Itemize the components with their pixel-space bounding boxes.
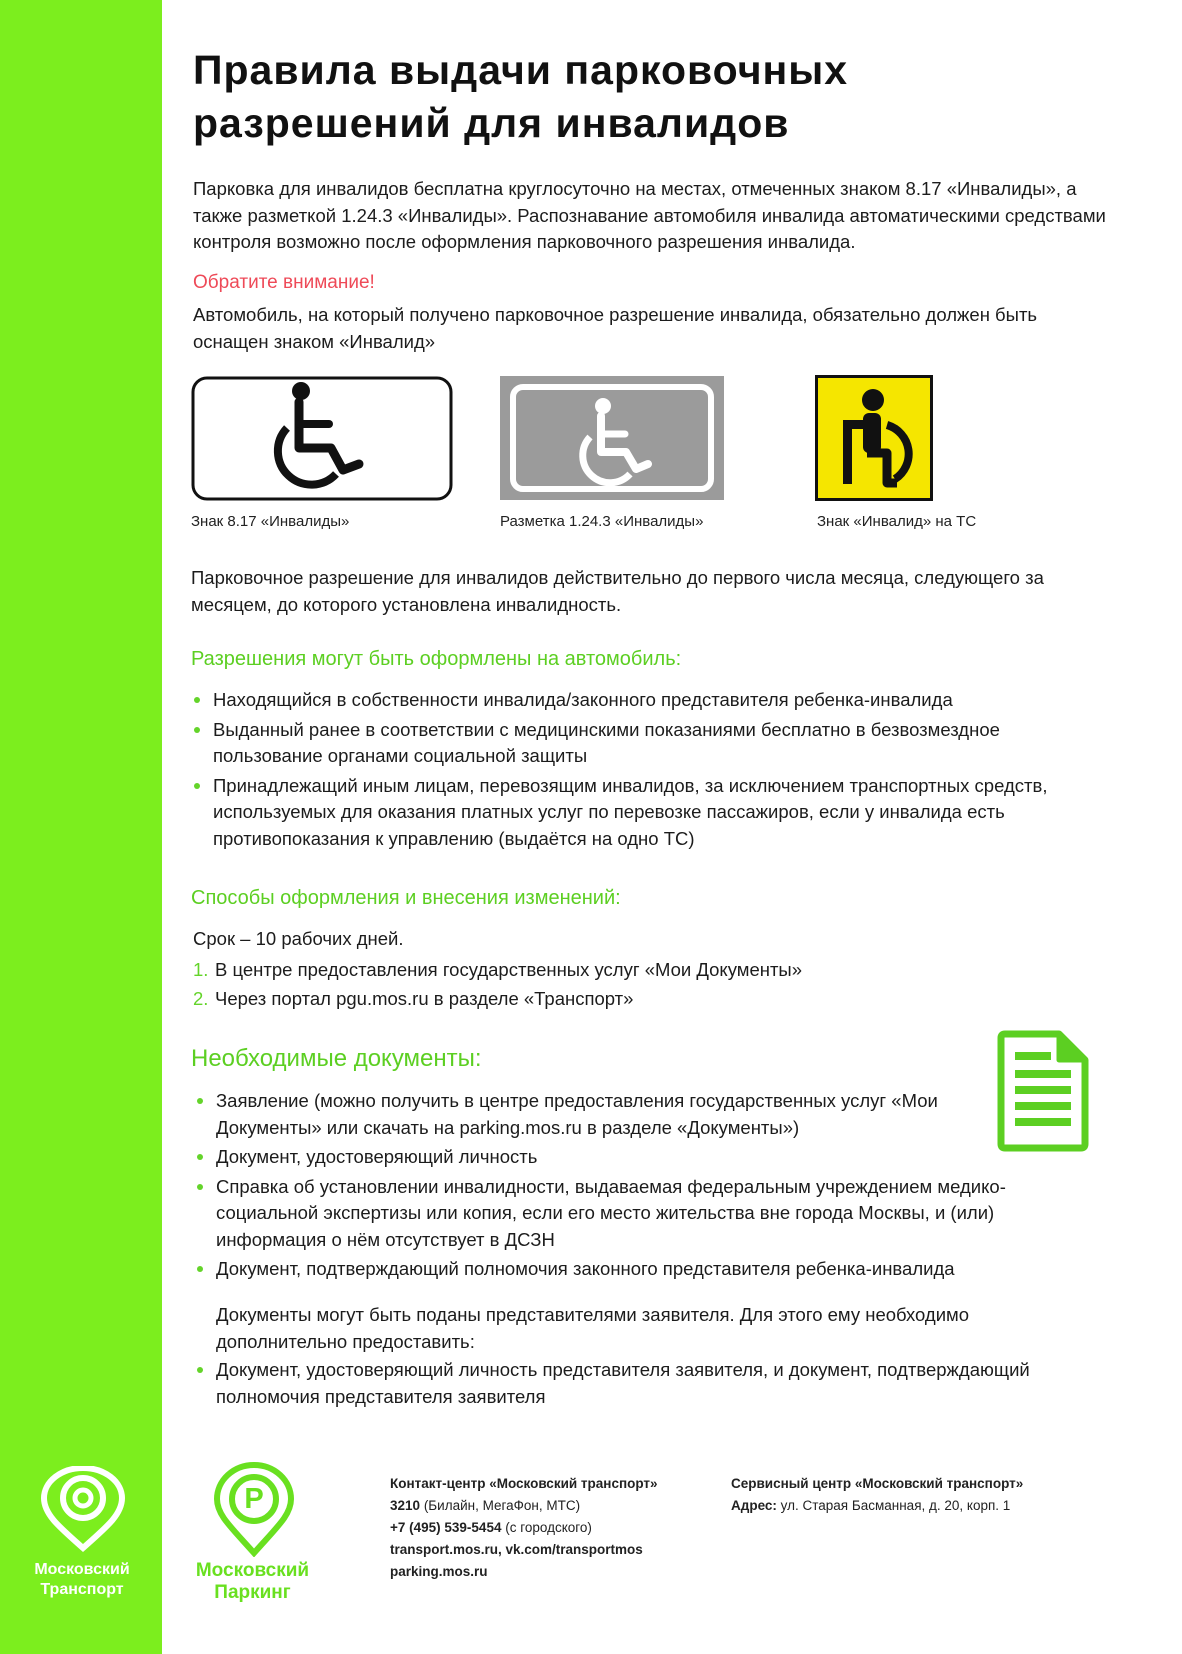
documents-heading: Необходимые документы:: [191, 1045, 482, 1072]
transport-logo-line-1: Московский: [34, 1561, 130, 1578]
methods-term: Срок – 10 рабочих дней.: [193, 928, 404, 949]
list-item: Заявление (можно получить в центре предоставления государственных услуг «Мои Документы» или скачать на parking.mos.ru в разделе «Документы»): [194, 1088, 1084, 1141]
documents-list: [194, 1088, 1084, 1286]
marking-1-24-3: [500, 376, 724, 500]
list-item: Выданный ранее в соответствии с медицинскими показаниями бесплатно в безвозмездное пользование органами социальной защиты: [191, 717, 1101, 770]
vehicle-sign: [815, 375, 933, 501]
marking-caption: Разметка 1.24.3 «Инвалиды»: [500, 513, 704, 530]
phone-note: (с городского): [505, 1520, 592, 1535]
transport-links[interactable]: transport.mos.ru, vk.com/transportmos: [390, 1542, 643, 1557]
validity-paragraph: Парковочное разрешение для инвалидов действительно до первого числа месяца, следующего за месяцем, до которого установлена инвалидность.: [191, 567, 1044, 615]
page-title: [193, 44, 1093, 150]
address-label: Адрес:: [731, 1498, 777, 1513]
green-sidebar: [0, 0, 162, 1654]
methods-heading: Способы оформления и внесения изменений:: [191, 887, 621, 909]
parking-logo-line-2: Паркинг: [214, 1582, 291, 1603]
parking-logo: [213, 1461, 295, 1557]
vehicle-sign-caption: Знак «Инвалид» на ТС: [817, 513, 977, 530]
transport-logo-icon: [38, 1466, 128, 1554]
address-value: ул. Старая Басманная, д. 20, корп. 1: [780, 1498, 1011, 1513]
list-item: Принадлежащий иным лицам, перевозящим инвалидов, за исключением транспортных средств, используемых для оказания платных услуг по перевозке пассажиров, если у инвалида есть противопоказания к управлению (выдаётся на одно ТС): [191, 773, 1101, 853]
transport-logo: [38, 1466, 128, 1554]
representatives-note: Документы могут быть поданы представителями заявителя. Для этого ему необходимо дополнительно предоставить:: [216, 1304, 970, 1352]
wheelchair-sign-icon: [191, 376, 453, 501]
sign-8-17-caption: Знак 8.17 «Инвалиды»: [191, 513, 350, 530]
service-center-title: Сервисный центр «Московский транспорт»: [731, 1476, 1024, 1491]
intro-paragraph: Парковка для инвалидов бесплатна круглосуточно на местах, отмеченных знаком 8.17 «Инвалиды», а также разметкой 1.24.3 «Инвалиды». Распознавание автомобиля инвалида автоматическими средствами контроля возможно после оформления парковочного разрешения инвалида.: [193, 178, 1106, 252]
list-item: [193, 955, 1073, 984]
list-item: Документ, удостоверяющий личность представителя заявителя, и документ, подтверждающий полномочия представителя заявителя: [194, 1357, 1084, 1410]
title-line-2: разрешений для инвалидов: [193, 100, 790, 146]
short-number-note: (Билайн, МегаФон, МТС): [423, 1498, 581, 1513]
contact-center-title: Контакт-центр «Московский транспорт»: [390, 1476, 658, 1491]
disabled-driver-sign-icon: [815, 375, 933, 501]
short-number: 3210: [390, 1498, 421, 1513]
transport-logo-line-2: Транспорт: [40, 1581, 124, 1598]
title-line-1: Правила выдачи парковочных: [193, 47, 849, 93]
item-text: В центре предоставления государственных услуг «Мои Документы»: [215, 959, 803, 980]
list-item: Справка об установлении инвалидности, выдаваемая федеральным учреждением медико-социальной экспертизы или копия, если его место жительства вне города Москвы, и (или) информация о нём отсутствует в ДСЗН: [194, 1174, 1084, 1254]
contact-center: [390, 1473, 710, 1583]
methods-list: [193, 955, 1073, 1013]
sign-8-17: [191, 376, 453, 501]
item-text: Через портал pgu.mos.ru в разделе «Транспорт»: [215, 988, 634, 1009]
list-item: Находящийся в собственности инвалида/законного представителя ребенка-инвалида: [191, 687, 1101, 714]
service-center: [731, 1473, 1091, 1517]
representatives-list: [194, 1357, 1084, 1413]
parking-link[interactable]: parking.mos.ru: [390, 1564, 488, 1579]
list-item: Документ, удостоверяющий личность: [194, 1144, 1084, 1171]
parking-logo-letter: P: [244, 1483, 264, 1515]
vehicles-heading: Разрешения могут быть оформлены на автомобиль:: [191, 648, 682, 670]
list-item: [193, 984, 1073, 1013]
phone-number: +7 (495) 539-5454: [390, 1520, 502, 1535]
vehicles-list: [191, 687, 1101, 855]
parking-logo-line-1: Московский: [195, 1560, 310, 1581]
item-number: 2.: [193, 988, 209, 1009]
item-number: 1.: [193, 959, 209, 980]
wheelchair-marking-icon: [500, 376, 724, 500]
parking-logo-text: [185, 1560, 320, 1604]
attention-text: Автомобиль, на который получено парковочное разрешение инвалида, обязательно должен быть оснащен знаком «Инвалид»: [193, 304, 1038, 352]
list-item: Документ, подтверждающий полномочия законного представителя ребенка-инвалида: [194, 1256, 1084, 1283]
transport-logo-text: [12, 1560, 152, 1600]
attention-label: Обратите внимание!: [193, 272, 375, 293]
